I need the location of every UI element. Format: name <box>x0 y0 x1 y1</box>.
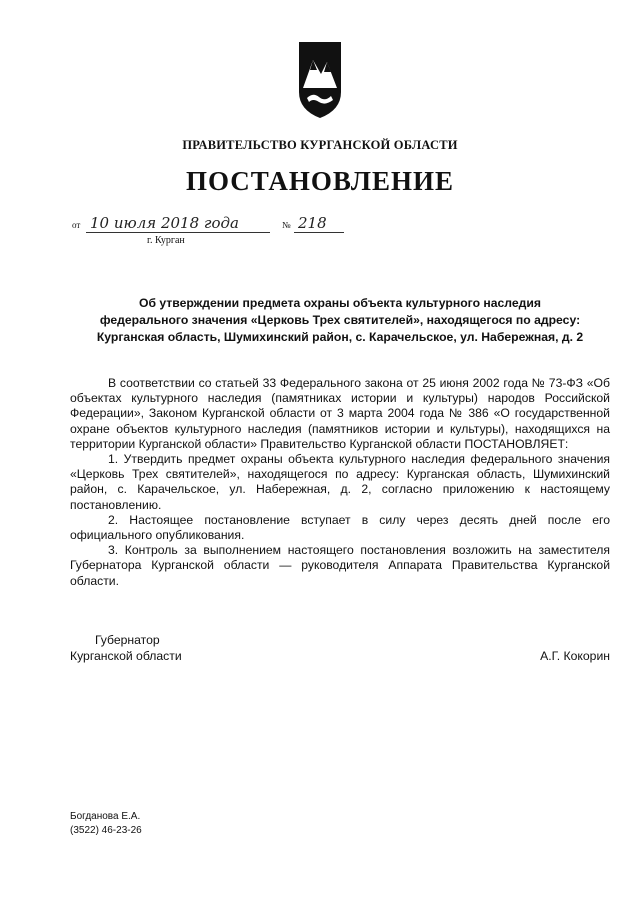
date-from-label: от <box>72 220 81 230</box>
clause-2: 2. Настоящее постановление вступает в силу через десять дней после его официального опубликования. <box>70 512 610 543</box>
signatory-position: Губернатор <box>95 633 160 647</box>
document-subject <box>60 295 620 346</box>
kurgan-coat-of-arms-icon <box>297 40 343 120</box>
clause-3: 3. Контроль за выполнением настоящего постановления возложить на заместителя Губернатора Курганской области — руководителя Аппарата Правительства Курганской области. <box>70 543 610 588</box>
handwritten-date: 10 июля 2018 года <box>90 214 239 232</box>
clause-1: 1. Утвердить предмет охраны объекта культурного наследия федерального значения «Церковь Трех святителей», находящегося по адресу: Курганская область, Шумихинский район, с. Карачельское, ул. Набережная, д. 2, согласно приложению к настоящему постановлению. <box>70 452 610 512</box>
date-underline <box>86 232 270 233</box>
document-type-title: ПОСТАНОВЛЕНИЕ <box>185 166 455 196</box>
document-body <box>70 376 610 589</box>
executor-name: Богданова Е.А. <box>70 811 141 822</box>
subject-line: федерального значения «Церковь Трех святителей», находящегося по адресу: <box>99 313 581 327</box>
preamble-paragraph: В соответствии со статьей 33 Федерального закона от 25 июня 2002 года № 73-ФЗ «Об объектах культурного наследия (памятниках истории и культуры) народов Российской Федерации», Законом Курганской области от 3 марта 2004 года № 386 «О государственной охране объектов культурного наследия (памятников истории и культуры), находящихся на территории Курганской области» Правительство Курганской области ПОСТАНОВЛЯЕТ: <box>70 376 610 451</box>
signatory-region: Курганской области <box>70 649 182 663</box>
number-label: № <box>282 220 291 230</box>
handwritten-number: 218 <box>298 214 327 232</box>
subject-line: Курганская область, Шумихинский район, с. Карачельское, ул. Набережная, д. 2 <box>96 330 584 344</box>
executor-phone: (3522) 46-23-26 <box>70 825 142 836</box>
subject-line: Об утверждении предмета охраны объекта культурного наследия <box>138 296 542 310</box>
number-underline <box>294 232 344 233</box>
signatory-name: А.Г. Кокорин <box>540 649 610 663</box>
city-label: г. Курган <box>147 235 185 246</box>
government-name: ПРАВИТЕЛЬСТВО КУРГАНСКОЙ ОБЛАСТИ <box>182 138 458 152</box>
date-number-block <box>72 212 372 252</box>
